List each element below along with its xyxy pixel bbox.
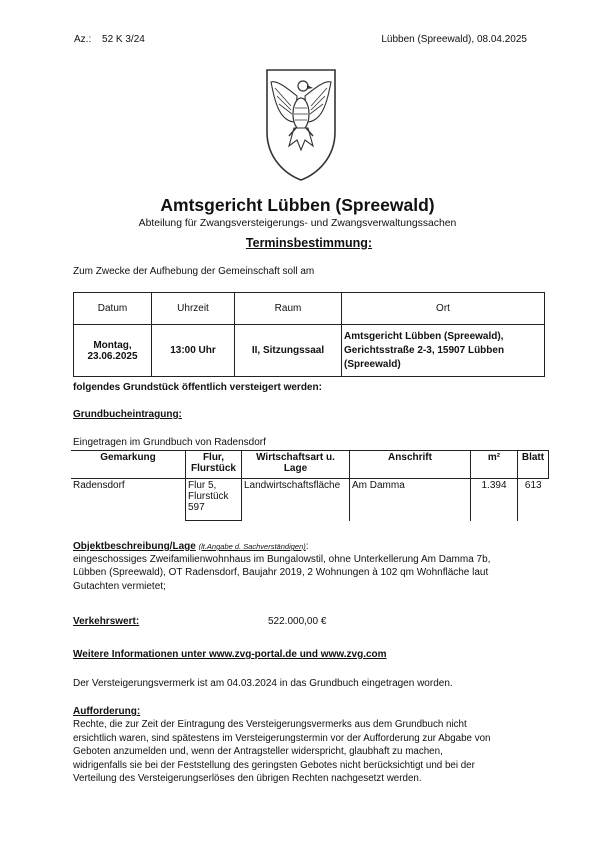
aufforderung-heading: Aufforderung: — [73, 706, 141, 717]
objekt-line: Lübben (Spreewald), OT Radensdorf, Baujahr 2019, 2 Wohnungen à 102 qm Wohnfläche laut — [73, 567, 489, 579]
az-value: 52 K 3/24 — [102, 34, 145, 45]
cell-datum — [74, 325, 152, 377]
objekt-note: (lt.Angabe d. Sachverständigen) — [198, 542, 306, 551]
grundbuch-row — [71, 479, 549, 521]
weitere-informationen: Weitere Informationen unter www.zvg-portal.de und www.zvg.com — [73, 649, 387, 660]
header-ort: Ort — [342, 293, 545, 325]
eagle-crest-icon — [261, 66, 341, 184]
header-datum: Datum — [74, 293, 152, 325]
place-date: Lübben (Spreewald), 08.04.2025 — [381, 34, 527, 45]
objekt-description — [73, 553, 490, 593]
cell-gemarkung: Radensdorf — [71, 479, 186, 521]
grundbuch-header — [71, 451, 549, 479]
court-department: Abteilung für Zwangsversteigerungs- und Zwangsverwaltungssachen — [138, 218, 457, 229]
header-wirtschaft-line2: Lage — [283, 463, 308, 474]
header-wirtschaftsart — [242, 451, 350, 479]
aufforderung-line: Geboten anzumelden und, wenn der Antragsteller widerspricht, glaubhaft zu machen, — [73, 746, 443, 757]
cell-wirtschaftsart: Landwirtschaftsfläche — [242, 479, 350, 521]
cell-raum: II, Sitzungssaal — [235, 325, 342, 377]
objekt-line: Gutachten vermietet; — [73, 580, 166, 592]
court-name: Amtsgericht Lübben (Spreewald) — [160, 195, 435, 215]
verkehrswert-label: Verkehrswert: — [73, 616, 140, 627]
aufforderung-line: widrigenfalls sie bei der Feststellung des geringsten Gebotes nicht berücksichtigt und bei der — [73, 759, 475, 771]
header-flur-line1: Flur, — [202, 452, 225, 463]
cell-anschrift: Am Damma — [350, 479, 471, 521]
ort-line3: (Spreewald) — [344, 358, 401, 370]
header-flur — [186, 451, 242, 479]
objekt-heading: Objektbeschreibung/Lage — [73, 541, 196, 552]
aufforderung-line: ersichtlich waren, sind spätestens im Versteigerungstermin vor der Aufforderung zur Abgabe von — [73, 732, 491, 744]
flur-line1: Flur 5, — [188, 480, 217, 491]
datum-date: 23.06.2025 — [87, 350, 138, 362]
header-blatt: Blatt — [518, 451, 549, 479]
aufforderung-line: Verteilung des Versteigerungserlöses den übrigen Rechten nachgesetzt werden. — [73, 773, 422, 784]
ort-line2: Gerichtsstraße 2-3, 15907 Lübben — [344, 344, 505, 356]
versteigerung-text: folgendes Grundstück öffentlich versteigert werden: — [73, 382, 322, 393]
header-wirtschaft-line1: Wirtschaftsart u. — [256, 452, 335, 463]
cell-blatt: 613 — [518, 479, 549, 521]
cell-uhrzeit: 13:00 Uhr — [152, 325, 235, 377]
objekt-heading-line — [73, 540, 309, 553]
cell-qm: 1.394 — [471, 479, 518, 521]
ort-line1: Amtsgericht Lübben (Spreewald), — [344, 330, 504, 342]
termin-table-row — [74, 325, 545, 377]
header-qm: m² — [471, 451, 518, 479]
termin-table-header — [74, 293, 545, 325]
grundbuch-table — [71, 450, 549, 521]
aufforderung-line: Rechte, die zur Zeit der Eintragung des Versteigerungsvermerks aus dem Grundbuch nicht — [73, 719, 467, 730]
objekt-line: eingeschossiges Zweifamilienwohnhaus im Bungalowstil, ohne Unterkellerung Am Damma 7b, — [73, 554, 491, 565]
cell-ort — [342, 325, 545, 377]
header-raum: Raum — [235, 293, 342, 325]
cell-flur — [186, 479, 242, 521]
grundbuch-heading: Grundbucheintragung: — [73, 409, 182, 420]
intro-text: Zum Zwecke der Aufhebung der Gemeinschaft soll am — [73, 266, 315, 277]
header-anschrift: Anschrift — [350, 451, 471, 479]
aufforderung-text — [73, 718, 491, 786]
datum-weekday: Montag, — [93, 339, 132, 351]
document-title: Terminsbestimmung: — [245, 236, 373, 250]
flur-line3: 597 — [188, 502, 205, 513]
objekt-colon: : — [305, 541, 309, 552]
versteigerungsvermerk: Der Versteigerungsvermerk ist am 04.03.2024 in das Grundbuch eingetragen worden. — [73, 678, 453, 689]
grundbuch-intro: Eingetragen im Grundbuch von Radensdorf — [73, 437, 266, 448]
aktenzeichen — [74, 33, 145, 46]
header-flur-line2: Flurstück — [190, 463, 236, 474]
az-label: Az.: — [74, 34, 92, 45]
verkehrswert-value: 522.000,00 € — [268, 616, 327, 627]
header-uhrzeit: Uhrzeit — [152, 293, 235, 325]
termin-table — [73, 292, 545, 377]
flur-line2: Flurstück — [188, 491, 229, 502]
header-gemarkung: Gemarkung — [71, 451, 186, 479]
